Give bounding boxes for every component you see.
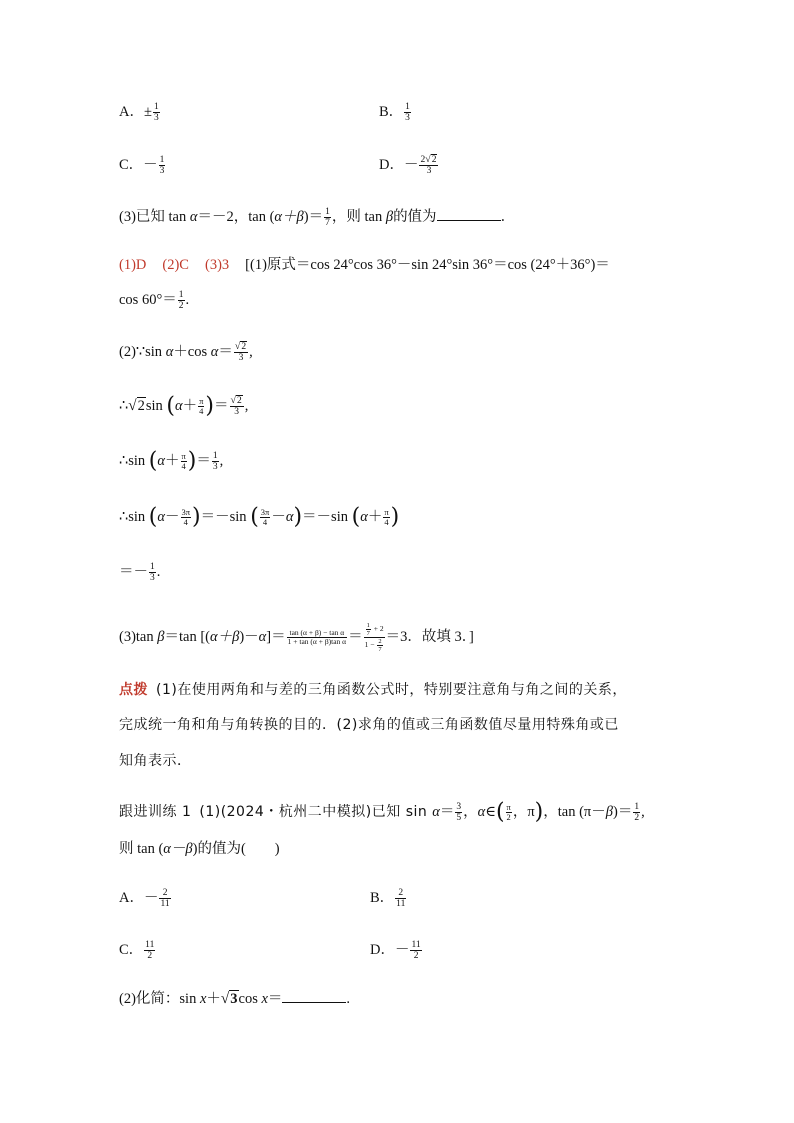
answer-line-2: cos 60°＝ $\frac{1}{2}$ . [119,290,190,312]
sol2-line-5: ＝－ $\frac{1}{3}$ . [119,562,161,584]
option-c: C．－ $\frac{1}{3}$ [119,155,165,177]
hint-line-1: 点拨 (1)在使用两角和与差的三角函数公式时，特别要注意角与角之间的关系， [119,682,627,698]
practice-line-1: 跟进训练 1 (1)(2024・杭州二中模拟)已知 sin α＝ $\frac{3}{5}$ ，α∈( $\frac{\pi}{2}$ ，π)，tan (π－β)＝ $\frac{1}{2}$ , [119,799,645,825]
sol2-line-1: (2)∵sin α＋cos α＝ $\frac{√2}{3}$ , [119,341,253,364]
sol3-line: (3)tan β＝tan [(α＋β)－α]＝ $\frac{\text{tan (α + β) − tan α}}{\text{1 + tan (α + β)tan α}}$ ＝ $\frac{1}{7}$ + 2 1 − $\frac{2}{7}$ ＝3．故填 3．] [119,622,474,653]
simplify-line: (2)化简：sin x＋√3cos x＝ . [119,990,351,1007]
answer-line-1: (1)D (2)C (3)3 [(1)原式＝cos 24°cos 36°－sin 24°sin 36°＝cos (24°＋36°)＝ [119,257,610,273]
p-option-d: D．－ $\frac{11}{2}$ [370,940,421,962]
p-option-a: A．－ $\frac{2}{11}$ [119,888,170,910]
option-b: B． $\frac{1}{3}$ [379,102,410,124]
hint-line-2: 完成统一角和角与角转换的目的．(2)求角的值或三角函数值尽量用特殊角或已 [119,717,619,733]
hint-title: 点拨 [119,682,148,698]
question-3: (3)已知 tan α＝－2，tan (α＋β)＝ $\frac{1}{7}$ ，则 tan β的值为 ． [119,207,516,229]
practice-line-2: 则 tan (α－β)的值为( ) [119,841,280,857]
p-option-b: B． $\frac{2}{11}$ [370,888,406,910]
option-a: A．± $\frac{1}{3}$ [119,102,159,124]
answer-blank [282,988,346,1003]
p-option-c: C． $\frac{11}{2}$ [119,940,155,962]
hint-line-3: 知角表示． [119,753,192,769]
sol2-line-4: ∴sin (α－ $\frac{3\pi}{4}$ )＝－sin ( $\frac{3\pi}{4}$ －α)＝－sin (α＋ $\frac{\pi}{4}$ ) [119,504,400,530]
sol2-line-2: ∴√2sin (α＋ $\frac{\pi}{4}$ )＝ $\frac{√2}{3}$ , [119,393,249,419]
sol2-line-3: ∴sin (α＋ $\frac{\pi}{4}$ )＝ $\frac{1}{3}$ , [119,448,224,474]
practice-title: 跟进训练 1 [119,804,192,820]
answer-blank [437,206,501,221]
option-d: D．－ $\frac{2√2}{3}$ [379,154,437,177]
